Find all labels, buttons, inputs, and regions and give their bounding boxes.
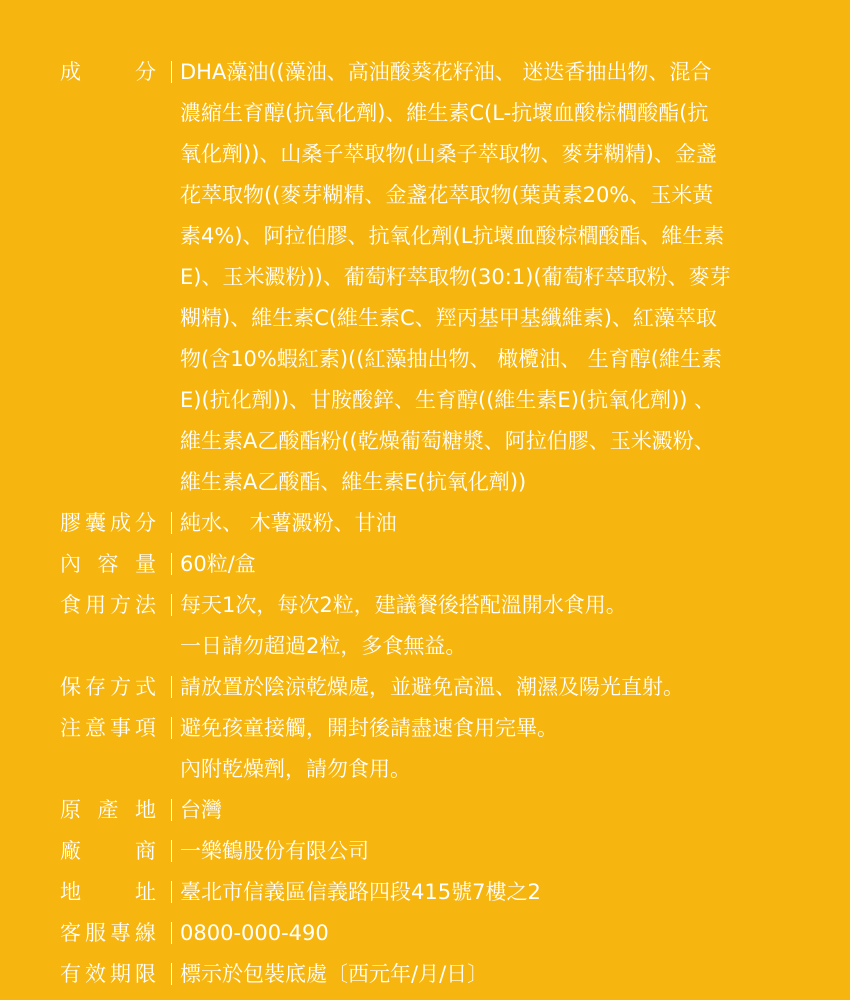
separator-bar [171, 881, 172, 903]
separator-bar [171, 840, 172, 862]
row-value-line: 純水、 木薯澱粉、甘油 [180, 511, 397, 535]
row-label-char: 分 [135, 511, 156, 535]
row-label-char: 地 [135, 798, 156, 822]
row-label-char: 注 [60, 716, 81, 740]
row-label-char: 食 [60, 593, 81, 617]
row-label-char: 項 [135, 716, 156, 740]
row-value-line: 請放置於陰涼乾燥處，並避免高溫、潮濕及陽光直射。 [180, 675, 684, 699]
row-value-line: E)、玉米澱粉))、葡萄籽萃取物(30:1)(葡萄籽萃取粉、麥芽 [180, 265, 731, 289]
row-label-char: 客 [60, 921, 81, 945]
separator-bar [171, 676, 172, 698]
row-value-line: 0800-000-490 [180, 921, 329, 945]
row-label-char: 原 [60, 798, 81, 822]
row-value [180, 872, 810, 913]
row-value-line: 糊精)、維生素C(維生素C、羥丙基甲基纖維素)、紅藻萃取 [180, 306, 717, 330]
row-label-char: 囊 [85, 511, 106, 535]
row-label-char: 廠 [60, 839, 81, 863]
row-label-char: 式 [135, 675, 156, 699]
row-value [180, 52, 810, 503]
row-label-char: 成 [60, 60, 81, 84]
row-value-line: 避免孩童接觸，開封後請盡速食用完畢。 [180, 716, 558, 740]
row-label [60, 503, 156, 544]
row-label-char: 限 [135, 962, 156, 986]
separator-bar [171, 963, 172, 985]
row-label [60, 667, 156, 708]
row-value-line: 物(含10%蝦紅素)((紅藻抽出物、 橄欖油、 生育醇(維生素 [180, 347, 722, 371]
row-value-line: 花萃取物((麥芽糊精、金盞花萃取物(葉黃素20%、玉米黃 [180, 183, 714, 207]
row-value-line: 每天1次，每次2粒，建議餐後搭配溫開水食用。 [180, 593, 627, 617]
row-value-line: 氧化劑))、山桑子萃取物(山桑子萃取物、麥芽糊精)、金盞 [180, 142, 717, 166]
row-label-char: 專 [110, 921, 131, 945]
row-label [60, 544, 156, 585]
row-label-char: 事 [110, 716, 131, 740]
row-label-char: 量 [135, 552, 156, 576]
row-label-char: 址 [135, 880, 156, 904]
row-value [180, 708, 810, 790]
row-label [60, 954, 156, 995]
separator-bar [171, 799, 172, 821]
row-label-char: 保 [60, 675, 81, 699]
row-value-line: 一日請勿超過2粒，多食無益。 [180, 634, 467, 658]
row-label [60, 831, 156, 872]
row-label-char: 意 [85, 716, 106, 740]
row-label-char: 內 [60, 552, 81, 576]
row-label-char: 分 [135, 60, 156, 84]
row-label-char: 容 [97, 552, 119, 576]
row-label-char: 存 [85, 675, 106, 699]
row-value [180, 667, 810, 708]
row-label-char: 有 [60, 962, 81, 986]
row-value-line: E)(抗化劑))、甘胺酸鋅、生育醇((維生素E)(抗氧化劑)) 、 [180, 388, 716, 412]
separator-bar [171, 512, 172, 534]
row-value [180, 790, 810, 831]
separator-bar [171, 922, 172, 944]
row-value-line: 維生素A乙酸酯粉((乾燥葡萄糖漿、阿拉伯膠、玉米澱粉、 [180, 429, 715, 453]
row-value [180, 954, 810, 995]
row-value-line: 一樂鶴股份有限公司 [180, 839, 369, 863]
row-value [180, 831, 810, 872]
row-label [60, 872, 156, 913]
row-label-char: 方 [110, 675, 131, 699]
row-label-char: 成 [110, 511, 131, 535]
row-label-char: 膠 [60, 511, 81, 535]
row-value-line: 台灣 [180, 798, 222, 822]
row-label [60, 790, 156, 831]
row-value-line: DHA藻油((藻油、高油酸葵花籽油、 迷迭香抽出物、混合 [180, 60, 712, 84]
row-value-line: 內附乾燥劑，請勿食用。 [180, 757, 411, 781]
row-label [60, 708, 156, 749]
row-value-line: 60粒/盒 [180, 552, 256, 576]
row-label-char: 產 [97, 798, 119, 822]
row-label-char: 方 [110, 593, 131, 617]
row-label-char: 線 [135, 921, 156, 945]
row-label [60, 913, 156, 954]
row-value [180, 503, 810, 544]
separator-bar [171, 594, 172, 616]
row-label [60, 585, 156, 626]
row-value-line: 濃縮生育醇(抗氧化劑)、維生素C(L-抗壞血酸棕櫚酸酯(抗 [180, 101, 709, 125]
row-label-char: 地 [60, 880, 81, 904]
row-label-char: 效 [85, 962, 106, 986]
row-label-char: 服 [85, 921, 106, 945]
separator-bar [171, 717, 172, 739]
row-label-char: 用 [85, 593, 106, 617]
row-value [180, 585, 810, 667]
row-label-char: 商 [135, 839, 156, 863]
row-label-char: 期 [110, 962, 131, 986]
separator-bar [171, 553, 172, 575]
row-label-char: 法 [135, 593, 156, 617]
row-label [60, 52, 156, 93]
row-value-line: 標示於包裝底處〔西元年/月/日〕 [180, 962, 489, 986]
row-value [180, 913, 810, 954]
row-value [180, 544, 810, 585]
separator-bar [171, 61, 172, 83]
row-value-line: 臺北市信義區信義路四段415號7樓之2 [180, 880, 541, 904]
row-value-line: 素4%)、阿拉伯膠、抗氧化劑(L抗壞血酸棕櫚酸酯、維生素 [180, 224, 725, 248]
row-value-line: 維生素A乙酸酯、維生素E(抗氧化劑)) [180, 470, 527, 494]
